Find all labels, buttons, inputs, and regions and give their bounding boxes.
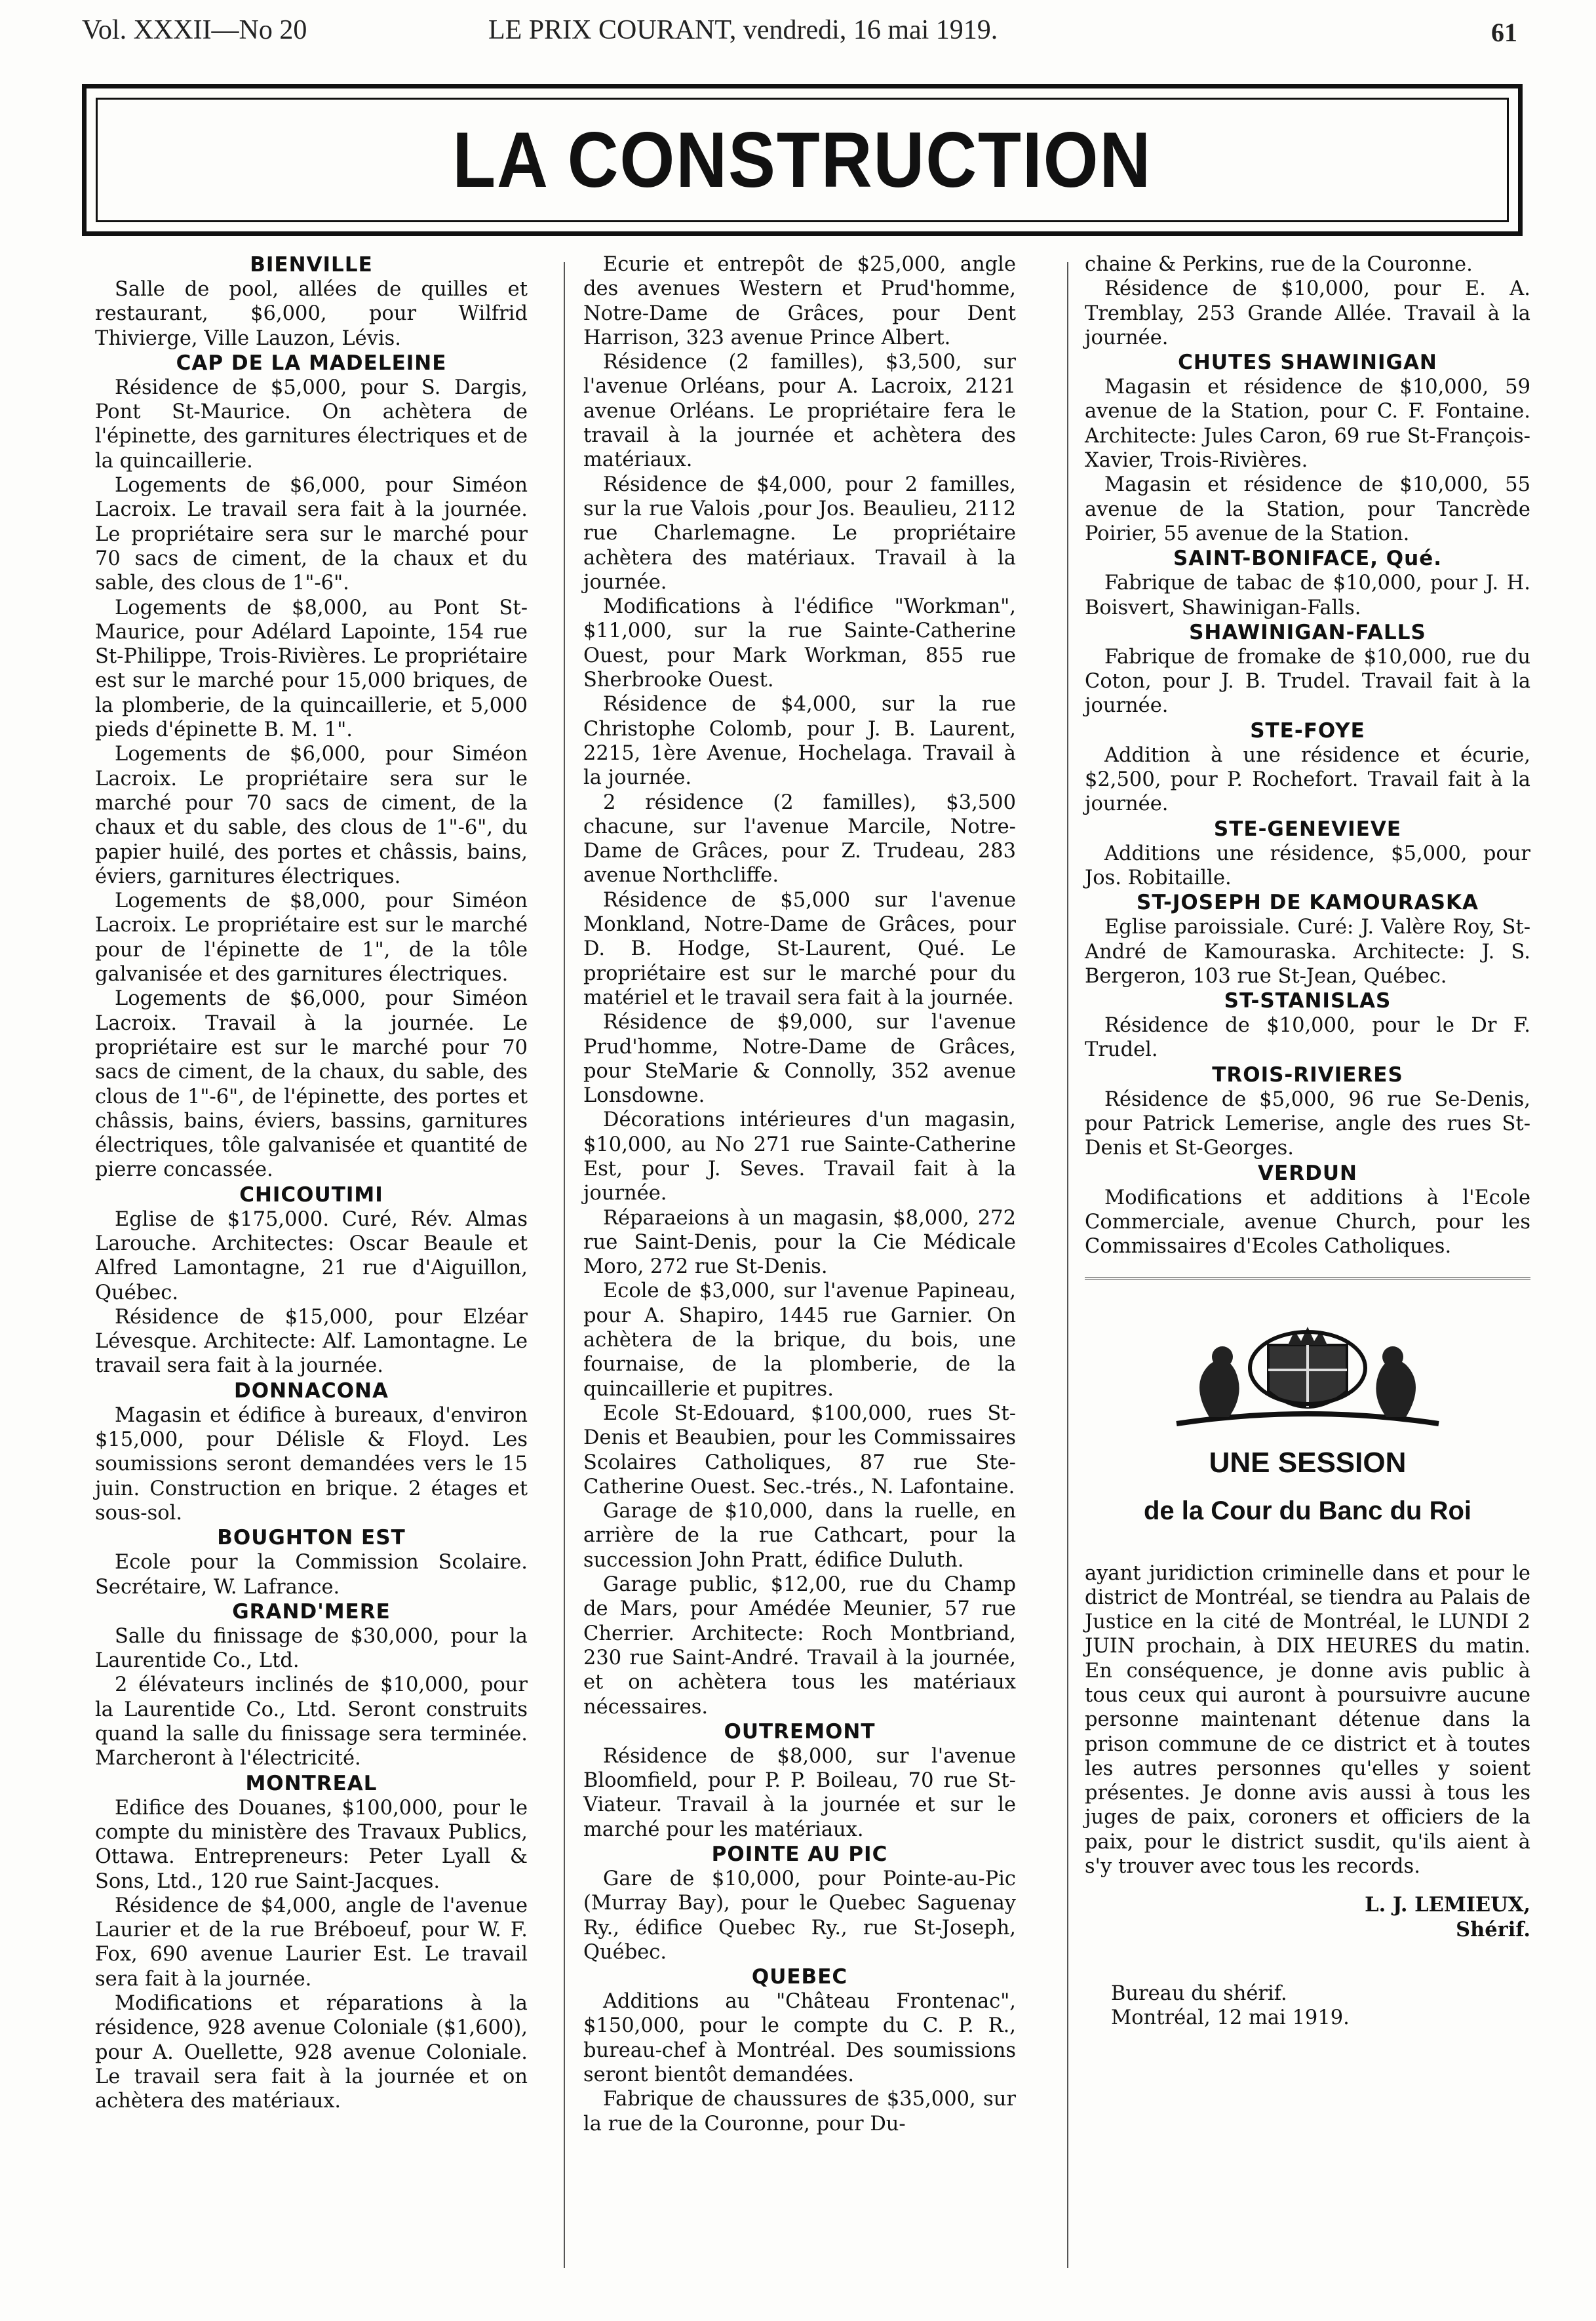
listing-paragraph: Additions au "Château Frontenac", $150,000, pour le compte du C. P. R., bureau-chef à Montréal. Des soumissions seront bientôt demandées. [583,1990,1016,2087]
volume-number: Vol. XXXII—No 20 [82,15,307,45]
location-heading: MONTREAL [245,1771,378,1795]
listing-paragraph: Ecurie et entrepôt de $25,000, angle des avenues Western et Prud'homme, Notre-Dame de Grâces, pour Dent Harrison, 323 avenue Prince Albert. [583,253,1016,349]
listing-paragraph: Magasin et édifice à bureaux, d'environ $15,000, pour Délisle & Floyd. Les soumissions seront demandées vers le 15 juin. Construction en brique. 2 étages et sous-sol. [95,1403,528,1525]
location-heading: DONNACONA [233,1378,389,1403]
listing-paragraph: Ecole St-Edouard, $100,000, rues St-Denis et Beaubien, pour les Commissaires Scolaires Catholiques, 87 rue Ste-Catherine Ouest. Sec.-trés., N. Lafontaine. [583,1401,1016,1498]
listing-paragraph: Résidence de $5,000, pour S. Dargis, Pont St-Maurice. On achètera de l'épinette, des garnitures électriques et de la quincaillerie. [95,376,528,473]
coat-of-arms-icon [1163,1325,1452,1430]
section-title: LA CONSTRUCTION [452,116,1152,204]
listing-paragraph: Logements de $6,000, pour Siméon Lacroix. Travail à la journée. Le propriétaire est sur le marché pour 70 sacs de ciment, de la chaux, du sable, des clous de 1"-6", de l'épinette, des portes et châssis, bains, éviers, bassins, garnitures électriques, tôle galvanisée et quantité de pierre concassée. [95,987,528,1182]
listing-paragraph: 2 élévateurs inclinés de $10,000, pour la Laurentide Co., Ltd. Seront construits quand la salle du finissage sera terminée. Marcheront à l'électricité. [95,1673,528,1770]
listing-paragraph: Résidence (2 familles), $3,500, sur l'avenue Orléans, pour A. Lacroix, 2121 avenue Orléans. Le propriétaire fera le travail à la journée et achètera des matériaux. [583,351,1016,472]
listing-paragraph: Résidence de $4,000, angle de l'avenue Laurier et de la rue Bréboeuf, pour W. F. Fox, 690 avenue Laurier Est. Le travail sera fait à la journée. [95,1894,528,1991]
notice-office: Bureau du shérif. [1111,1981,1287,2005]
location-heading: STE-FOYE [1250,718,1365,743]
listing-paragraph: 2 résidence (2 familles), $3,500 chacune, sur l'avenue Marcile, Notre-Dame de Grâces, pour Z. Trudeau, 283 avenue Northcliffe. [583,790,1016,887]
listing-paragraph: Gare de $10,000, pour Pointe-au-Pic (Murray Bay), pour le Quebec Saguenay Ry., édifice Quebec Ry., rue St-Joseph, Québec. [583,1867,1016,1964]
listing-paragraph: Addition à une résidence et écurie, $2,500, pour P. Rochefort. Travail fait à la journée. [1085,743,1530,816]
listing-paragraph: Résidence de $4,000, sur la rue Christophe Colomb, pour J. B. Laurent, 2215, 1ère Avenue, Hochelaga. Travail à la journée. [583,693,1016,790]
column-3-listings [1085,252,1530,1259]
location-heading: CHICOUTIMI [239,1182,383,1207]
location-heading: STE-GENEVIEVE [1213,817,1402,841]
notice-subtitle: de la Cour du Banc du Roi [1143,1496,1472,1525]
listing-paragraph: Logements de $8,000, au Pont St-Maurice, pour Adélard Lapointe, 154 rue St-Philippe, Trois-Rivières. Le propriétaire est sur le marché pour 15,000 briques, de la plomberie, de la quincaillerie, et 5,000 pieds d'épinette B. M. 1". [95,596,528,742]
notice-place-date: Montréal, 12 mai 1919. [1111,2006,1350,2030]
royal-emblem [1085,1325,1530,1430]
column-divider [1067,262,1068,2268]
listing-paragraph: Ecole de $3,000, sur l'avenue Papineau, pour A. Shapiro, 1445 rue Garnier. On achètera de la brique, du bois, une fournaise, de la plomberie, de la quincaillerie et pupitres. [583,1279,1016,1401]
location-heading: CHUTES SHAWINIGAN [1178,351,1437,375]
publication-line: LE PRIX COURANT, vendredi, 16 mai 1919. [488,15,998,45]
location-heading: BIENVILLE [250,253,373,277]
listing-paragraph: Résidence de $8,000, sur l'avenue Bloomfield, pour P. P. Boileau, 70 rue St-Viateur. Travail à la journée et sur le marché pour les matériaux. [583,1744,1016,1841]
column-2 [583,252,1016,2136]
listing-paragraph: Modifications et additions à l'Ecole Commerciale, avenue Church, pour les Commissaires d'Ecoles Catholiques. [1085,1186,1530,1258]
listing-paragraph: Modifications à l'édifice "Workman", $11,000, sur la rue Sainte-Catherine Ouest, pour Mark Workman, 855 rue Sherbrooke Ouest. [583,595,1016,692]
listing-paragraph: Fabrique de chaussures de $35,000, sur la rue de la Couronne, pour Du- [583,2088,1016,2136]
listing-paragraph: Résidence de $15,000, pour Elzéar Lévesque. Architecte: Alf. Lamontagne. Le travail sera fait à la journée. [95,1305,528,1378]
listing-paragraph: Résidence de $10,000, pour E. A. Tremblay, 253 Grande Allée. Travail à la journée. [1085,277,1530,349]
listing-paragraph: Salle de pool, allées de quilles et restaurant, $6,000, pour Wilfrid Thivierge, Ville Lauzon, Lévis. [95,278,528,350]
notice-title: UNE SESSION [1209,1446,1407,1479]
listing-paragraph: Résidence de $5,000, 96 rue Se-Denis, pour Patrick Lemerise, angle des rues St-Denis et St-Georges. [1085,1087,1530,1160]
location-heading: BOUGHTON EST [217,1526,406,1550]
listing-paragraph: Ecole pour la Commission Scolaire. Secrétaire, W. Lafrance. [95,1551,528,1599]
listing-paragraph: Fabrique de fromake de $10,000, rue du Coton, pour J. B. Trudel. Travail fait à la journée. [1085,645,1530,718]
listing-paragraph: Magasin et résidence de $10,000, 55 avenue de la Station, pour Tancrède Poirier, 55 avenue de la Station. [1085,473,1530,545]
listing-paragraph: Résidence de $9,000, sur l'avenue Prud'homme, Notre-Dame de Grâces, pour SteMarie & Connolly, 352 avenue Lonsdowne. [583,1011,1016,1108]
listing-paragraph: Additions une résidence, $5,000, pour Jos. Robitaille. [1085,842,1530,889]
column-divider [564,262,565,2268]
location-heading: SHAWINIGAN-FALLS [1189,620,1426,644]
location-heading: OUTREMONT [724,1719,876,1744]
location-heading: GRAND'MERE [232,1599,391,1624]
column-1 [95,252,528,2113]
notice-rule [1085,1278,1530,1279]
location-heading: ST-STANISLAS [1224,989,1392,1013]
banner-inner-frame [96,98,1509,222]
notice-body: ayant juridiction criminelle dans et pour le district de Montréal, se tiendra au Palais de Justice en la cité de Montréal, le LUNDI 2 JUIN prochain, à DIX HEURES du matin. En conséquence, je donne avis public à tous ceux qui auront à poursuivre aucune personne maintenant détenue dans la prison commune de ce district et à toutes les autres personnes qu'elles y soient présentes. Je donne avis aussi à tous les juges de paix, coroners et officiers de la paix, pour le district susdit, qu'ils aient à s'y trouver avec tous les records. [1085,1561,1530,1879]
location-heading: TROIS-RIVIERES [1212,1063,1403,1087]
listing-paragraph: Fabrique de tabac de $10,000, pour J. H. Boisvert, Shawinigan-Falls. [1085,572,1530,619]
notice-role: Shérif. [1456,1917,1530,1941]
listing-paragraph: Eglise de $175,000. Curé, Rév. Almas Larouche. Architectes: Oscar Beaule et Alfred Lamontagne, 21 rue d'Aiguillon, Québec. [95,1207,528,1304]
location-heading: ST-JOSEPH DE KAMOURASKA [1137,891,1479,915]
location-heading: POINTE AU PIC [711,1843,888,1866]
listing-paragraph: chaine & Perkins, rue de la Couronne. [1085,253,1473,276]
listing-paragraph: Logements de $6,000, pour Siméon Lacroix. Le travail sera fait à la journée. Le propriétaire sera sur le marché pour 70 sacs de ciment, de la chaux et du sable, des clous de 1"-6". [95,474,528,595]
listing-paragraph: Décorations intérieures d'un magasin, $10,000, au No 271 rue Sainte-Catherine Est, pour J. Seves. Travail fait à la journée. [583,1108,1016,1205]
listing-paragraph: Magasin et résidence de $10,000, 59 avenue de la Station, pour C. F. Fontaine. Architecte: Jules Caron, 69 rue St-François-Xavier, Trois-Rivières. [1085,376,1530,473]
page-number: 61 [1491,18,1517,47]
location-heading: VERDUN [1258,1161,1357,1185]
listing-paragraph: Garage public, $12,00, rue du Champ de Mars, pour Amédée Meunier, 57 rue Cherrier. Architecte: Roch Montbriand, 230 rue Saint-André. Travail à la journée, et on achètera tous les matériaux nécessaires. [583,1573,1016,1719]
notice-signature: L. J. LEMIEUX, [1365,1893,1530,1917]
location-heading: SAINT-BONIFACE, Qué. [1173,547,1443,571]
listing-paragraph: Salle du finissage de $30,000, pour la Laurentide Co., Ltd. [95,1624,528,1673]
listing-paragraph: Eglise paroissiale. Curé: J. Valère Roy, St-André de Kamouraska. Architecte: J. S. Bergeron, 103 rue St-Jean, Québec. [1085,916,1530,988]
section-banner [82,84,1523,236]
location-heading: CAP DE LA MADELEINE [176,351,447,375]
location-heading: QUEBEC [751,1965,848,1989]
page-header [82,8,1517,60]
listing-paragraph: Résidence de $5,000 sur l'avenue Monkland, Notre-Dame de Grâces, pour D. B. Hodge, St-Laurent, Qué. Le propriétaire est sur le marché pour du matériel et le travail sera fait à la journée. [583,888,1016,1009]
listing-paragraph: Résidence de $10,000, pour le Dr F. Trudel. [1085,1014,1530,1062]
listing-paragraph: Réparaeions à un magasin, $8,000, 272 rue Saint-Denis, pour la Cie Médicale Moro, 272 rue St-Denis. [583,1206,1016,1279]
listing-paragraph: Logements de $6,000, pour Siméon Lacroix. Le propriétaire sera sur le marché pour 70 sacs de ciment, de la chaux et du sable, des clous de 1"-6", du papier huilé, des portes et châssis, bains, éviers, garnitures électriques. [95,743,528,888]
listing-paragraph: Logements de $8,000, pour Siméon Lacroix. Le propriétaire est sur le marché pour de l'épinette de 1", de la tôle galvanisée et des garnitures électriques. [95,889,528,986]
listing-paragraph: Garage de $10,000, dans la ruelle, en arrière de la rue Cathcart, pour la succession John Pratt, édifice Duluth. [583,1500,1016,1572]
column-3 [1085,252,1530,2031]
listing-paragraph: Résidence de $4,000, pour 2 familles, sur la rue Valois ,pour Jos. Beaulieu, 2112 rue Charlemagne. Le propriétaire achètera des matériaux. Travail à la journée. [583,473,1016,594]
listing-paragraph: Modifications et réparations à la résidence, 928 avenue Coloniale ($1,600), pour A. Ouellette, 928 avenue Coloniale. Le travail sera fait à la journée et on achètera des matériaux. [95,1992,528,2113]
listing-paragraph: Edifice des Douanes, $100,000, pour le compte du ministère des Travaux Publics, Ottawa. Entrepreneurs: Peter Lyall & Sons, Ltd., 120 rue Saint-Jacques. [95,1796,528,1893]
